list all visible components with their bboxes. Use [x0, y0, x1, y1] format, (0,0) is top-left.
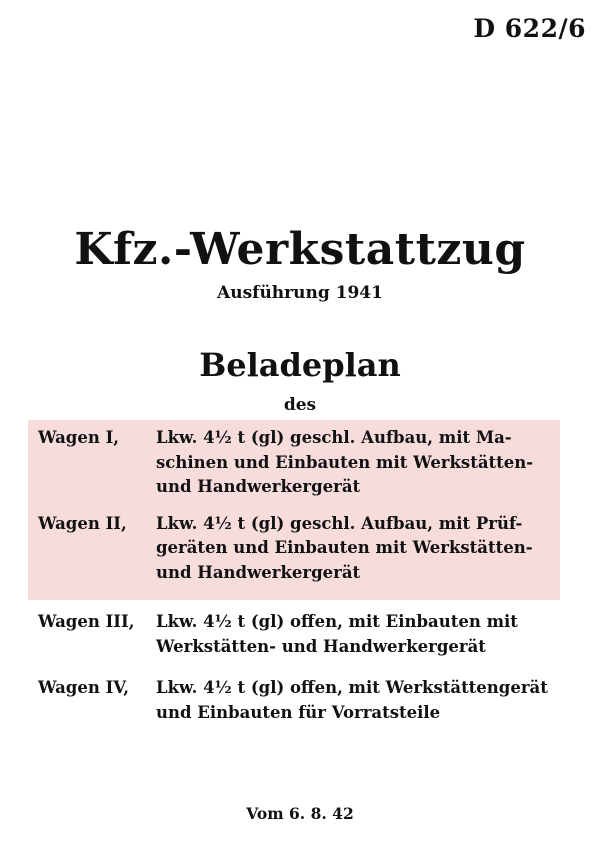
- plan-des: des: [283, 395, 317, 415]
- wagon-entry-4: [38, 676, 558, 725]
- document-title: Kfz.-Werkstattzug: [74, 224, 526, 275]
- wagon-description-line: und Handwerkergerät: [156, 562, 361, 582]
- wagon-entry-1: [38, 426, 558, 500]
- wagon-description-line: Lkw. 4½ t (gl) geschl. Aufbau, mit Prüf-: [156, 513, 523, 533]
- wagon-entry-2: [38, 512, 558, 586]
- wagon-description: [156, 676, 558, 725]
- wagon-list: [38, 426, 558, 725]
- wagon-entry-3: [38, 610, 558, 659]
- wagon-label: Wagen I,: [38, 428, 120, 447]
- wagon-description: [156, 512, 558, 586]
- plan-heading: Beladeplan: [199, 346, 401, 384]
- wagon-label: Wagen II,: [38, 513, 127, 533]
- wagon-description-line: schinen und Einbauten mit Werkstätten-: [156, 452, 534, 472]
- wagon-description-line: Lkw. 4½ t (gl) geschl. Aufbau, mit Ma-: [156, 428, 512, 447]
- wagon-label: Wagen III,: [38, 612, 135, 631]
- wagon-description-line: und Handwerkergerät: [156, 477, 361, 496]
- wagon-description-line: Werkstätten- und Handwerkergerät: [156, 636, 486, 656]
- wagon-description-line: Lkw. 4½ t (gl) offen, mit Werkstättengerät: [156, 678, 548, 697]
- document-subtitle: Ausführung 1941: [217, 283, 383, 303]
- wagon-description: [156, 610, 558, 659]
- wagon-description: [156, 426, 558, 500]
- wagon-description-line: und Einbauten für Vorratsteile: [156, 702, 441, 722]
- document-number: D 622/6: [473, 14, 586, 43]
- footer-date: Vom 6. 8. 42: [246, 804, 354, 823]
- wagon-description-line: Lkw. 4½ t (gl) offen, mit Einbauten mit: [156, 612, 518, 631]
- wagon-label: Wagen IV,: [38, 678, 129, 697]
- wagon-description-line: geräten und Einbauten mit Werkstätten-: [156, 538, 533, 557]
